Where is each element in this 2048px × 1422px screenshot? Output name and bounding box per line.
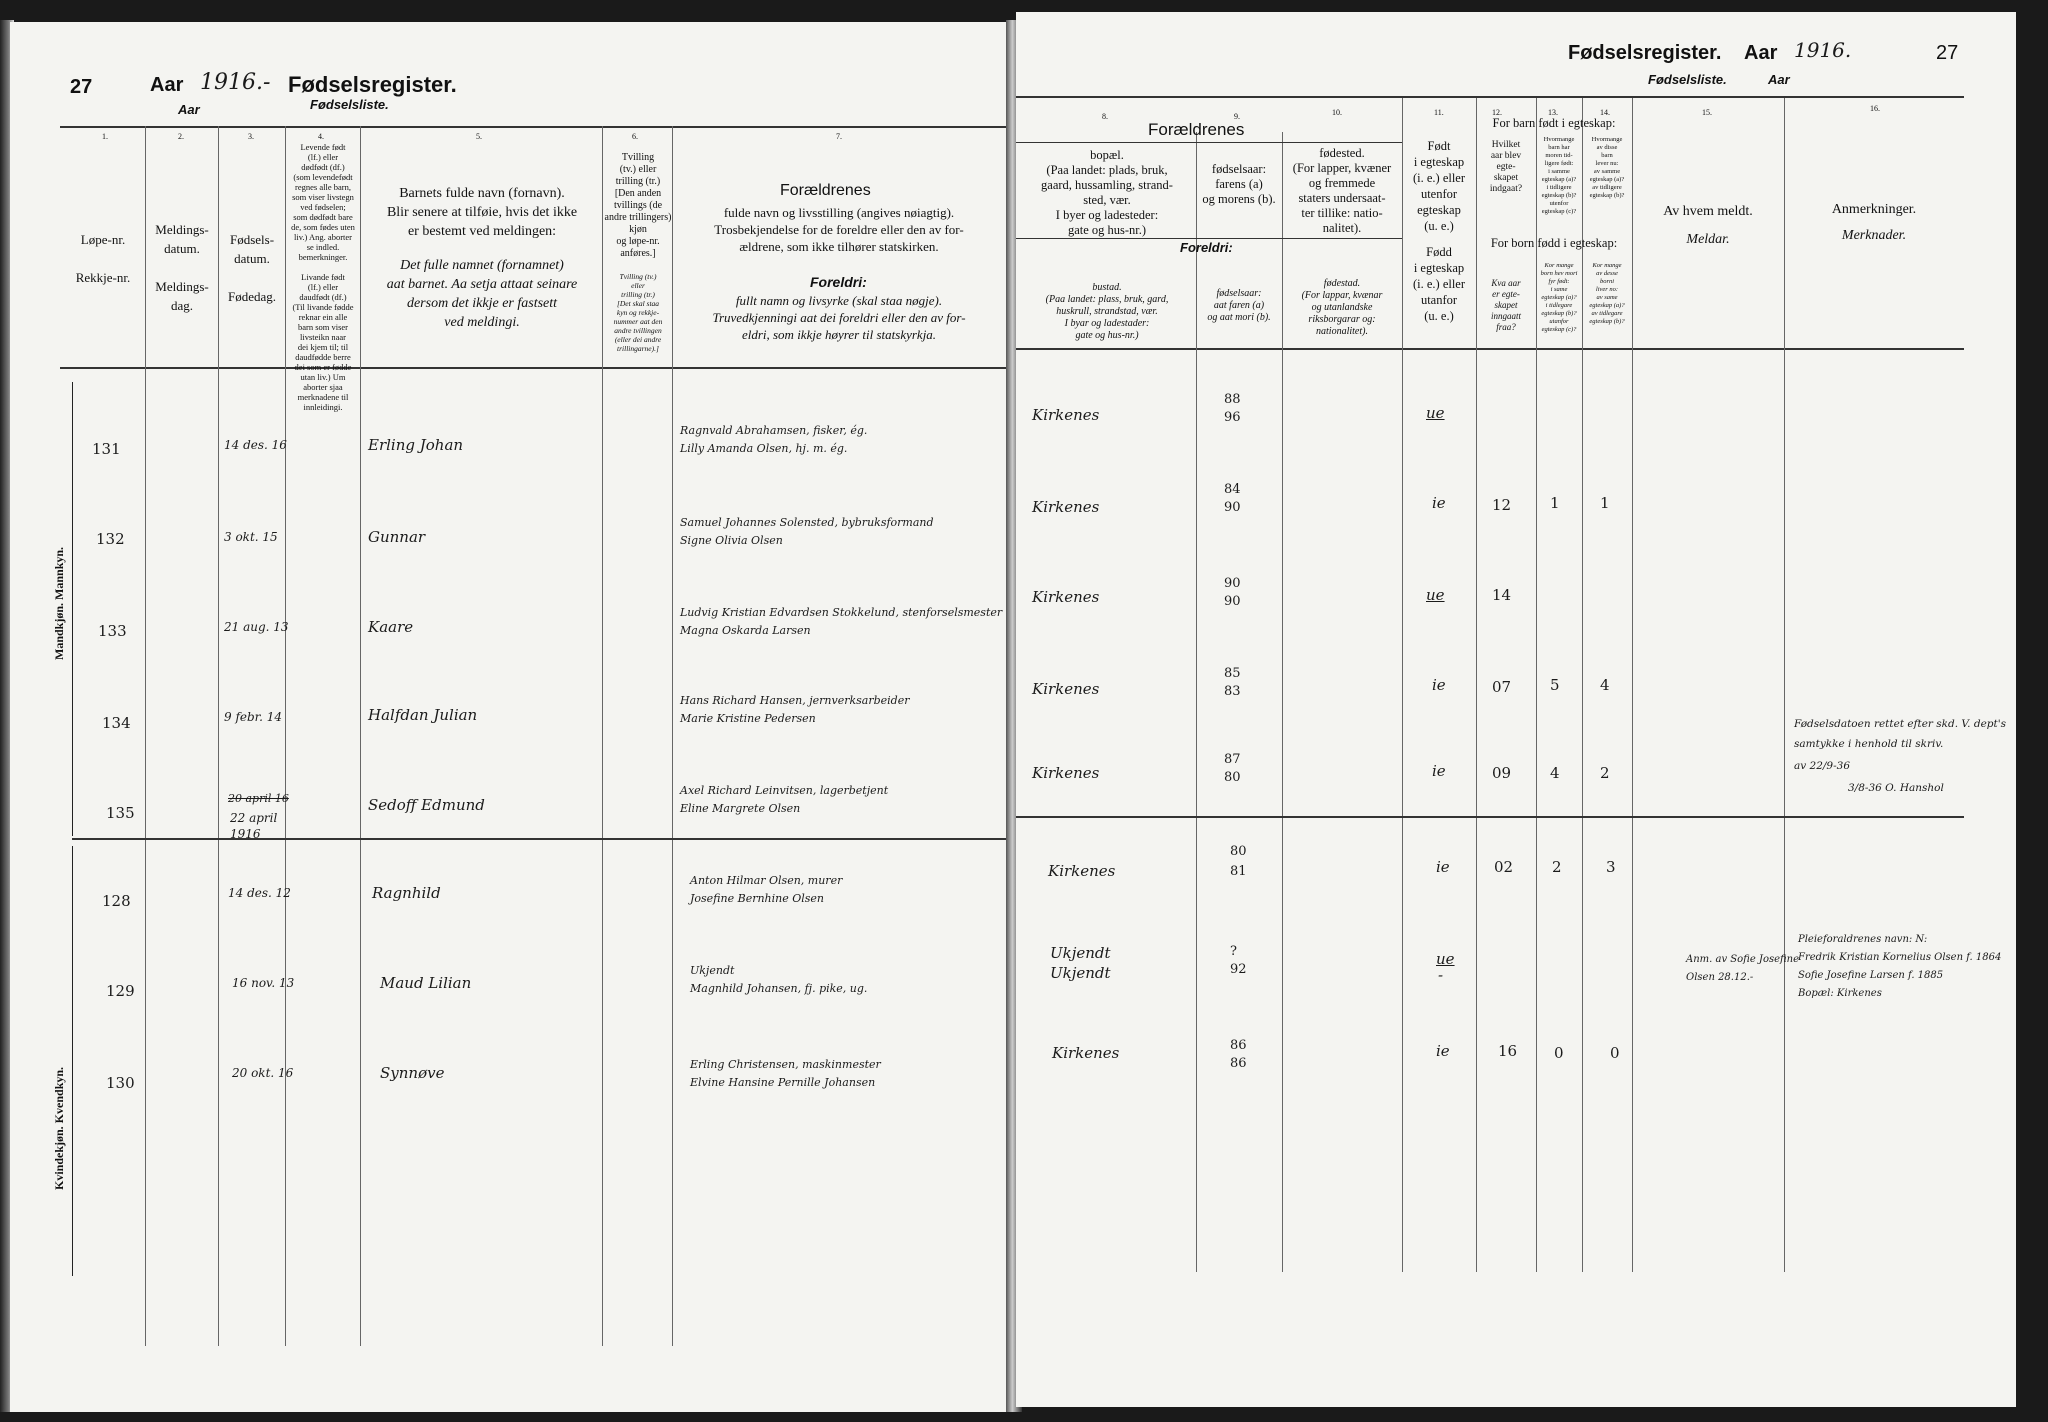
col3-header: Fødsels- datum. Fødedag. (227, 232, 277, 304)
col10-header-bottom: fødestad. (For lappar, kvænar og utanlandske riksborgarar og: nationalitet). (1301, 278, 1383, 337)
reported-by: Anm. av Sofie Josefine (1686, 954, 1800, 965)
egteskap-heading-bottom: For born fødd i egteskap: (1490, 236, 1618, 250)
remark-signature: 3/8-36 O. Hanshol (1848, 782, 1944, 794)
marriage-year: 12 (1492, 496, 1512, 514)
mother: Magnhild Johansen, fj. pike, ug. (690, 982, 868, 995)
left-page (10, 22, 1010, 1412)
left-head-rule-top (60, 126, 1008, 128)
bopel: Kirkenes (1032, 588, 1100, 606)
rule (1016, 142, 1402, 143)
col5-header-bottom: Det fulle namnet (fornamnet) aat barnet. Aa setja attaat seinare dersom det ikkje er fastsett ved meldingi. (386, 258, 578, 330)
bopel: Kirkenes (1032, 406, 1100, 424)
remark-line: Sofie Josefine Larsen f. 1885 (1798, 970, 1944, 981)
col7-heading-2: Foreldri: (810, 274, 867, 290)
col4-header: Levende født (lf.) eller dødfødt (df.) (som levendefødt regnes alle barn, som viser livstegn ved fødselen; som dødfødt bare de, som fødes uten liv.) Ang. aborter se indled. bemerkninger. Livande født (lf.) eller daudfødt (df.) (Til livande fødde reknar ein alle barn som viser livsteikn naar dei kjem til; til daudfødde berre dei som er fødde utan liv.) Um aborter sjaa merknadene til innleidingi. (291, 142, 355, 412)
bopel: Kirkenes (1048, 862, 1116, 880)
right-year: 1916. (1794, 38, 1852, 62)
col9-header-bottom: fødselsaar: aat faren (a) og aat mori (b). (1207, 288, 1271, 323)
reported-by: Olsen 28.12.- (1686, 972, 1754, 983)
egteskap-status: ue (1436, 950, 1455, 968)
children-living: 3 (1606, 858, 1616, 876)
col10-header-top: fødested. (For lapper, kvæner og fremmede staters undersaat- ter tillike: natio- nalitet). (1292, 146, 1392, 235)
children-living: 4 (1600, 676, 1610, 694)
marriage-year: 09 (1492, 764, 1512, 782)
father: Samuel Johannes Solensted, bybruksformand (680, 516, 934, 529)
mother-year: 90 (1224, 594, 1241, 609)
father: Ludvig Kristian Edvardsen Stokkelund, stenforselsmester (680, 606, 1003, 619)
child-name: Gunnar (368, 528, 426, 546)
bopel: Kirkenes (1052, 1044, 1120, 1062)
side-label-male: Mandkjøn. Mannkyn. (52, 546, 66, 660)
right-page (1016, 12, 2016, 1407)
mother: Marie Kristine Pedersen (680, 712, 816, 725)
bopel: Kirkenes (1032, 680, 1100, 698)
left-page-number: 27 (70, 76, 93, 98)
col-line (1476, 98, 1477, 1272)
left-sub-title: Fødselsliste. (310, 97, 389, 112)
col11-header-bottom: Fødd i egteskap (i. e.) eller utanfor (u. e.) (1412, 245, 1466, 323)
col-number: 10. (1332, 108, 1342, 117)
mother: Josefine Bernhine Olsen (690, 892, 825, 905)
birth-date: 14 des. 12 (228, 886, 291, 900)
right-head-rule-bottom (1016, 348, 1964, 350)
foreldri-heading: Foreldri: (1180, 240, 1233, 255)
marriage-year: 16 (1498, 1042, 1518, 1060)
col-number: 8. (1102, 112, 1108, 121)
father: Anton Hilmar Olsen, murer (690, 874, 843, 887)
col-line (218, 126, 219, 1346)
mother: Elvine Hansine Pernille Johansen (690, 1076, 876, 1089)
left-head-rule-bottom (60, 367, 1008, 369)
col-number: 14. (1600, 108, 1610, 117)
mother-year: 80 (1224, 770, 1241, 785)
col9-header-top: fødselsaar: farens (a) og morens (b). (1202, 162, 1276, 206)
father-year: 86 (1230, 1038, 1247, 1053)
col-line (1632, 98, 1633, 1272)
birth-date: 20 okt. 16 (232, 1066, 294, 1080)
col8-header-top: bopæl. (Paa landet: plads, bruk, gaard, hussamling, strand- sted, vær. I byer og ladesteder: gate og hus-nr.) (1041, 148, 1173, 237)
rule (1016, 238, 1402, 239)
right-sub-title: Fødselsliste. (1648, 72, 1727, 87)
female-group-line (72, 846, 73, 1276)
father-year: 90 (1224, 576, 1241, 591)
birth-date: 3 okt. 15 (224, 530, 278, 544)
col-number: 9. (1234, 112, 1240, 121)
right-title: Fødselsregister. (1568, 42, 1722, 64)
children-born: 2 (1552, 858, 1562, 876)
father: Ragnvald Abrahamsen, fisker, ég. (680, 424, 868, 437)
left-aar-label: Aar (150, 74, 184, 96)
col-number: 12. (1492, 108, 1502, 117)
col-number: 7. (836, 132, 842, 141)
mother-year: 90 (1224, 500, 1241, 515)
remark-line: samtykke i henhold til skriv. (1794, 738, 1944, 750)
male-female-divider (72, 838, 1008, 840)
birth-date: 9 febr. 14 (224, 710, 282, 724)
mother: Signe Olivia Olsen (680, 534, 783, 547)
col-number: 5. (476, 132, 482, 141)
col-line (672, 126, 673, 1346)
child-name: Synnøve (380, 1064, 445, 1082)
male-group-line (72, 382, 73, 836)
child-name: Maud Lilian (380, 974, 472, 992)
birth-date: 16 nov. 13 (232, 976, 295, 990)
children-born: 0 (1554, 1044, 1564, 1062)
row-number: 129 (106, 982, 135, 1000)
foreldrenes-heading: Forældrenes (1148, 120, 1245, 139)
birth-date: 22 april 1916 (230, 811, 278, 841)
right-page-number: 27 (1936, 42, 1959, 64)
male-female-divider (1016, 816, 1964, 818)
egteskap-status: ie (1432, 762, 1446, 780)
col-number: 3. (248, 132, 254, 141)
child-name: Halfdan Julian (368, 706, 478, 724)
left-sub-aar: Aar (178, 102, 200, 117)
marriage-year: 07 (1492, 678, 1512, 696)
children-living: 1 (1600, 494, 1610, 512)
father-year: 88 (1224, 392, 1241, 407)
right-head-rule-top (1016, 96, 1964, 98)
row-number: 133 (98, 622, 127, 640)
remark-line: Fødselsdatoen rettet efter skd. V. dept's (1794, 718, 2006, 730)
remark-line: Pleieforaldrenes navn: N: (1798, 934, 1928, 945)
remark-line: Bopæl: Kirkenes (1798, 988, 1882, 999)
left-year: 1916.- (200, 70, 271, 95)
marriage-year: 02 (1494, 858, 1514, 876)
col6-header-bottom: Tvilling (tv.) eller trilling (tr.) [Det skal staa kyn og rekkje- nummer aat den andre tvillingen (eller dei andre trillingarne).] (613, 272, 663, 353)
birth-date: 14 des. 16 (224, 438, 287, 452)
mother-year: 86 (1230, 1056, 1247, 1071)
father: Axel Richard Leinvitsen, lagerbetjent (680, 784, 889, 797)
father: Hans Richard Hansen, jernverksarbeider (680, 694, 910, 707)
egteskap-status-2: - (1438, 966, 1444, 984)
egteskap-status: ie (1436, 1042, 1450, 1060)
child-name: Kaare (368, 618, 414, 636)
egteskap-status: ie (1432, 494, 1446, 512)
left-title: Fødselsregister. (288, 72, 457, 97)
col12-header-top: Hvilket aar blev egte- skapet indgaat? (1489, 140, 1523, 194)
col13-header-bottom: Kor mange born hev mori fyr født: i same egteskap (a)? i tidlegare egteskap (b)? utanfor egteskap (c)? (1540, 262, 1578, 333)
col15-header-top: Av hvem meldt. (1663, 204, 1753, 219)
egteskap-status: ie (1436, 858, 1450, 876)
marriage-year: 14 (1492, 586, 1512, 604)
egteskap-status: ue (1426, 586, 1445, 604)
mother-year: 96 (1224, 410, 1241, 425)
col11-header-top: Født i egteskap (i. e.) eller utenfor egteskap (u. e.) (1412, 139, 1466, 233)
children-born: 1 (1550, 494, 1560, 512)
col12-header-bottom: Kva aar er egte- skapet inngaatt fraa? (1490, 278, 1521, 332)
mother: Lilly Amanda Olsen, hj. m. ég. (680, 442, 848, 455)
col-number: 11. (1434, 108, 1444, 117)
children-born: 4 (1550, 764, 1560, 782)
children-living: 0 (1610, 1044, 1620, 1062)
col2-header: Meldings- datum. Meldings- dag. (155, 222, 209, 313)
bopel: Ukjendt (1050, 944, 1111, 962)
side-label-female: Kvindekjøn. Kvendkyn. (52, 1066, 66, 1190)
remark-line: av 22/9-36 (1794, 760, 1851, 772)
col-number: 16. (1870, 104, 1880, 113)
child-name: Sedoff Edmund (368, 796, 485, 814)
children-born: 5 (1550, 676, 1560, 694)
egteskap-heading-top: For barn født i egteskap: (1492, 116, 1616, 130)
col1-header: Løpe-nr. Rekkje-nr. (75, 232, 131, 285)
egteskap-status: ie (1432, 676, 1446, 694)
col-number: 6. (632, 132, 638, 141)
father-year: 80 (1230, 844, 1247, 859)
egteskap-status: ue (1426, 404, 1445, 422)
row-number: 128 (102, 892, 131, 910)
col16-header-top: Anmerkninger. (1831, 202, 1917, 217)
col-number: 2. (178, 132, 184, 141)
bopel: Kirkenes (1032, 764, 1100, 782)
row-number: 134 (102, 714, 131, 732)
father: Erling Christensen, maskinmester (690, 1058, 881, 1071)
col16-header-bottom: Merknader. (1841, 228, 1907, 243)
col5-header-top: Barnets fulde navn (fornavn). Blir senere at tilføie, hvis det ikke er bestemt ved meldingen: (386, 186, 578, 239)
col6-header-top: Tvilling (tv.) eller trilling (tr.) [Den anden tvillings (de andre trillingers) kjøn og løpe-nr. anføres.] (604, 152, 672, 259)
col13-header-top: Hvormange barn har moren tid- ligere født: i samme egteskap (a)? i tidligere egteskap (b)? utenfor egteskap (c)? (1541, 136, 1577, 215)
col7-header-top: fulde navn og livsstilling (angives nøiagtig). Trosbekjendelse for de foreldre eller den av for- ældrene, som ikke tilhører statskirken. (714, 205, 964, 254)
mother-year: 81 (1230, 864, 1247, 879)
mother-year: 92 (1230, 962, 1247, 977)
right-sub-aar: Aar (1768, 72, 1790, 87)
col-number: 15. (1702, 108, 1712, 117)
remark-line: Fredrik Kristian Kornelius Olsen f. 1864 (1798, 952, 2002, 963)
mother: Eline Margrete Olsen (680, 802, 801, 815)
col-number: 4. (318, 132, 324, 141)
row-number: 130 (106, 1074, 135, 1092)
child-name: Erling Johan (368, 436, 464, 454)
col-number: 1. (102, 132, 108, 141)
bopel: Kirkenes (1032, 498, 1100, 516)
mother-year: 83 (1224, 684, 1241, 699)
bopel-2: Ukjendt (1050, 964, 1111, 982)
col15-header-bottom: Meldar. (1686, 232, 1730, 247)
father-year: 85 (1224, 666, 1241, 681)
col-line (602, 126, 603, 1346)
mother: Magna Oskarda Larsen (680, 624, 811, 637)
col-line (360, 126, 361, 1346)
col7-header-bottom: fullt namn og livsyrke (skal staa nøgje). Truvedkjenningi aat dei foreldri eller den av for- eldri, som ikkje høyrer til statskyrkja. (712, 293, 966, 342)
col8-header-bottom: bustad. (Paa landet: plass, bruk, gard, huskrull, strandstad, vær. I byar og ladestader: gate og hus-nr.) (1045, 282, 1169, 341)
row-number: 131 (92, 440, 121, 458)
col7-heading: Forældrenes (780, 182, 871, 199)
row-number: 132 (96, 530, 125, 548)
col-line (1784, 98, 1785, 1272)
col14-header-bottom: Kor mange av desse borni liver no: av same egteskap (a)? av tidlegare egteskap (b)? (1589, 262, 1625, 325)
child-name: Ragnhild (372, 884, 441, 902)
children-living: 2 (1600, 764, 1610, 782)
father: Ukjendt (690, 964, 735, 977)
right-aar-label: Aar (1744, 42, 1778, 64)
col-number: 13. (1548, 108, 1558, 117)
birth-date: 21 aug. 13 (224, 620, 289, 634)
col14-header-top: Hvormange av disse barn lever nu: av samme egteskap (a)? av tidligere egteskap (b)? (1589, 136, 1625, 199)
birth-date-struck: 20 april 16 (228, 792, 289, 805)
row-number: 135 (106, 804, 135, 822)
father-year: ? (1230, 944, 1237, 959)
father-year: 84 (1224, 482, 1241, 497)
father-year: 87 (1224, 752, 1241, 767)
